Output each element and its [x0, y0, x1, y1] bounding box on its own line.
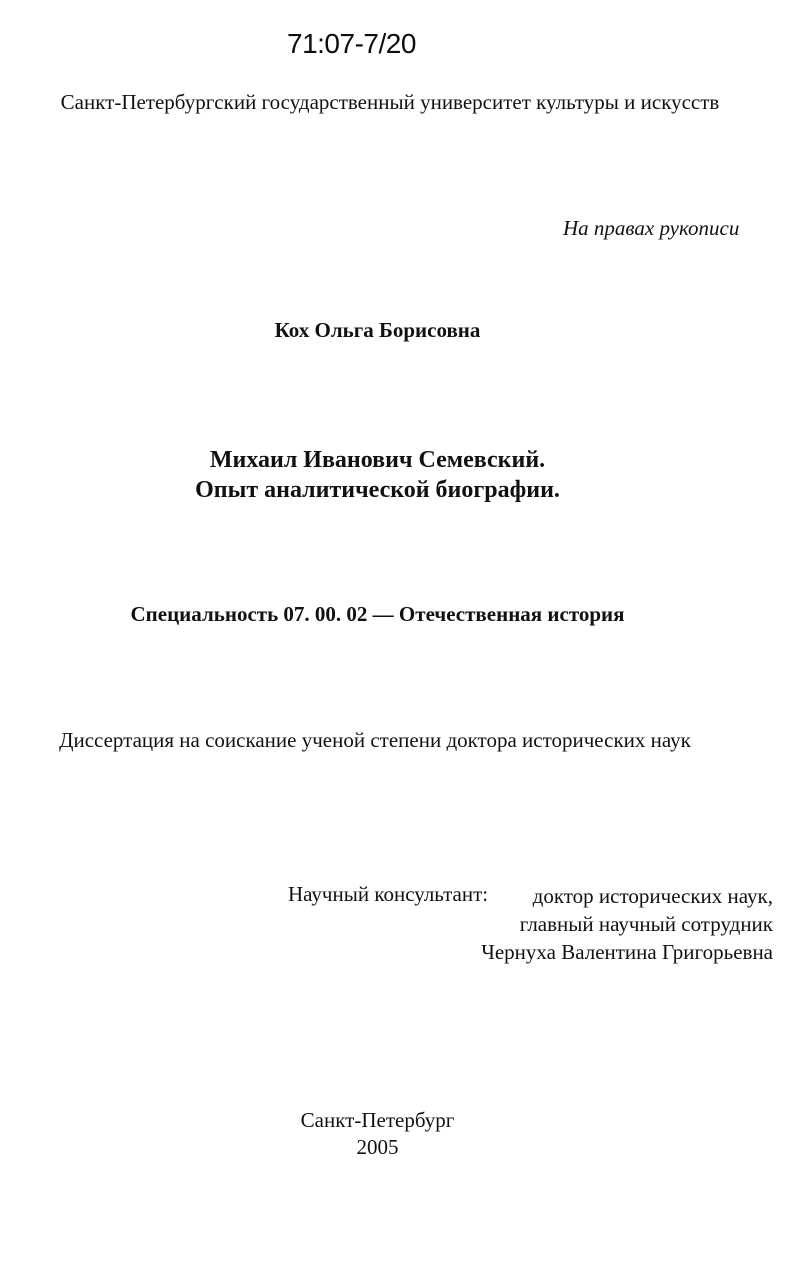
title-line-1: Михаил Иванович Семевский. — [209, 447, 546, 473]
dissertation-title — [0, 445, 795, 505]
footer-place-year — [0, 1107, 795, 1161]
archive-stamp-code: 71:07-7/20 — [287, 28, 416, 59]
footer-year: 2005 — [356, 1135, 399, 1159]
university-name: Санкт-Петербургский государственный университет культуры и искусств — [60, 90, 720, 114]
footer-city: Санкт-Петербург — [300, 1108, 455, 1132]
consultant-info — [481, 882, 773, 966]
title-line-2: Опыт аналитической биографии. — [195, 477, 560, 503]
specialty-line: Специальность 07. 00. 02 — Отечественная история — [130, 602, 625, 626]
consultant-position: главный научный сотрудник — [519, 912, 773, 936]
consultant-name: Чернуха Валентина Григорьевна — [481, 940, 773, 964]
consultant-degree: доктор исторических наук, — [532, 884, 773, 908]
dissertation-degree-line: Диссертация на соискание ученой степени доктора исторических наук — [59, 728, 691, 752]
manuscript-rights-note: На правах рукописи — [563, 216, 740, 240]
author-name: Кох Ольга Борисовна — [274, 318, 481, 342]
consultant-label: Научный консультант: — [288, 882, 489, 906]
